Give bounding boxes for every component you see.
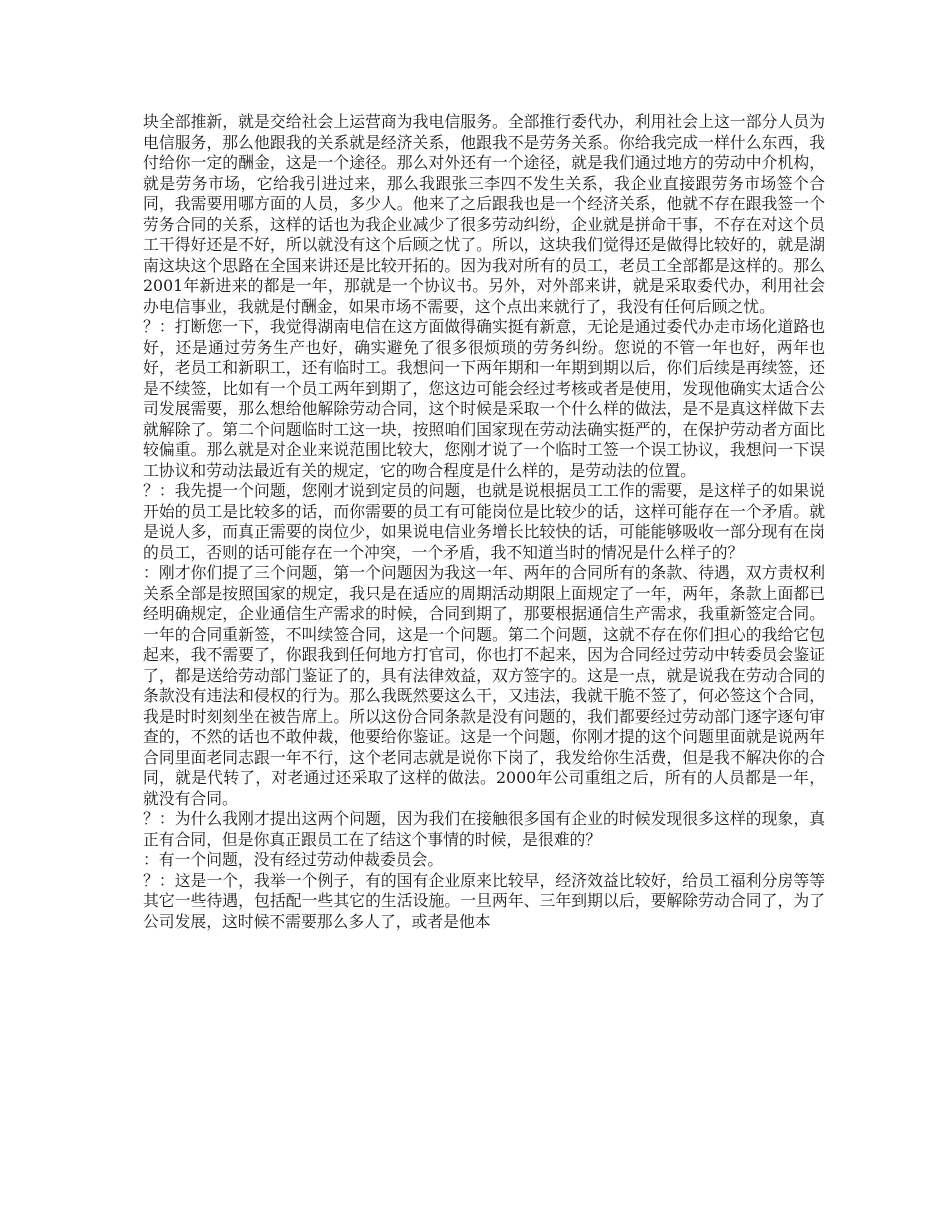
paragraph-6: ：有一个问题，没有经过劳动仲裁委员会。	[143, 850, 444, 869]
paragraph-2: ？：打断您一下，我觉得湖南电信在这方面做得确实挺有新意，无论是通过委代办走市场化道路也好，还是通过劳务生产也好，确实避免了很多很烦琐的劳务纠纷。您说的不管一年也好，两年也好，老员工和新职工，还有临时工。我想问一下两年期和一年期到期以后，你们后续是再续签，还是不续签，比如有一个员工两年到期了，您这边可能会经过考核或者是使用，发现他确实太适合公司发展需要，那么想给他解除劳动合同，这个时候是采取一个什么样的做法，是不是真这样做下去就解除了。第二个问题临时工这一块，按照咱们国家现在劳动法确实挺严的，在保护劳动者方面比较偏重。那么就是对企业来说范围比较大，您刚才说了一个临时工签一个误工协议，我想问一下误工协议和劳动法最近有关的规定，它的吻合程度是什么样的，是劳动法的位置。	[143, 317, 825, 480]
document-page	[143, 112, 825, 932]
paragraph-1: 块全部推新，就是交给社会上运营商为我电信服务。全部推行委代办，利用社会上这一部分人员为电信服务，那么他跟我的关系就是经济关系，他跟我不是劳务关系。你给我完成一样什么东西，我付给你一定的酬金，这是一个途径。那么对外还有一个途径，就是我们通过地方的劳动中介机构，就是劳务市场，它给我引进过来，那么我跟张三李四不发生关系，我企业直接跟劳务市场签个合同，我需要用哪方面的人员，多少人。他来了之后跟我也是一个经济关系，他就不存在跟我签一个劳务合同的关系，这样的话也为我企业减少了很多劳动纠纷，企业就是拼命干事，不存在对这个员工干得好还是不好，所以就没有这个后顾之忧了。所以，这块我们觉得还是做得比较好的，就是湖南这块这个思路在全国来讲还是比较开拓的。因为我对所有的员工，老员工全部都是这样的。那么2001年新进来的都是一年，那就是一个协议书。另外，对外部来讲，就是采取委代办，利用社会办电信事业，我就是付酬金，如果市场不需要，这个点出来就行了，我没有任何后顾之忧。	[143, 112, 825, 316]
paragraph-4: ：刚才你们提了三个问题，第一个问题因为我这一年、两年的合同所有的条款、待遇，双方责权利关系全部是按照国家的规定，我只是在适应的周期活动期限上面规定了一年，两年，条款上面都已经明确规定，企业通信生产需求的时候，合同到期了，那要根据通信生产需求，我重新签定合同。一年的合同重新签，不叫续签合同，这是一个问题。第二个问题，这就不存在你们担心的我给它包起来，我不需要了，你跟我到任何地方打官司，你也打不起来，因为合同经过劳动中转委员会鉴证了，都是送给劳动部门鉴证了的，具有法律效益，双方签字的。这是一点，就是说我在劳动合同的条款没有违法和侵权的行为。那么我既然要这么干，又违法，我就干脆不签了，何必签这个合同，我是时时刻刻坐在被告席上。所以这份合同条款是没有问题的，我们都要经过劳动部门逐字逐句审查的，不然的话也不敢仲裁，他要给你鉴证。这是一个问题，你刚才提的这个问题里面就是说两年合同里面老同志跟一年不行，这个老同志就是说你下岗了，我发给你生活费，但是我不解决你的合同，就是代转了，对老通过还采取了这样的做法。2000年公司重组之后，所有的人员都是一年，就没有合同。	[143, 563, 825, 808]
paragraph-7: ？：这是一个，我举一个例子，有的国有企业原来比较早，经济效益比较好，给员工福利分房等等其它一些待遇，包括配一些其它的生活设施。一旦两年、三年到期以后，要解除劳动合同了，为了公司发展，这时候不需要那么多人了，或者是他本	[143, 870, 825, 931]
paragraph-3: ？：我先提一个问题，您刚才说到定员的问题，也就是说根据员工工作的需要，是这样子的如果说开始的员工是比较多的话，而你需要的员工有可能岗位是比较少的话，这样可能存在一个矛盾。就是说人多，而真正需要的岗位少，如果说电信业务增长比较快的话，可能能够吸收一部分现有在岗的员工，否则的话可能存在一个冲突，一个矛盾，我不知道当时的情况是什么样子的？	[143, 481, 825, 562]
paragraph-5: ？：为什么我刚才提出这两个问题，因为我们在接触很多国有企业的时候发现很多这样的现象，真正有合同，但是你真正跟员工在了结这个事情的时候，是很难的？	[143, 809, 825, 849]
